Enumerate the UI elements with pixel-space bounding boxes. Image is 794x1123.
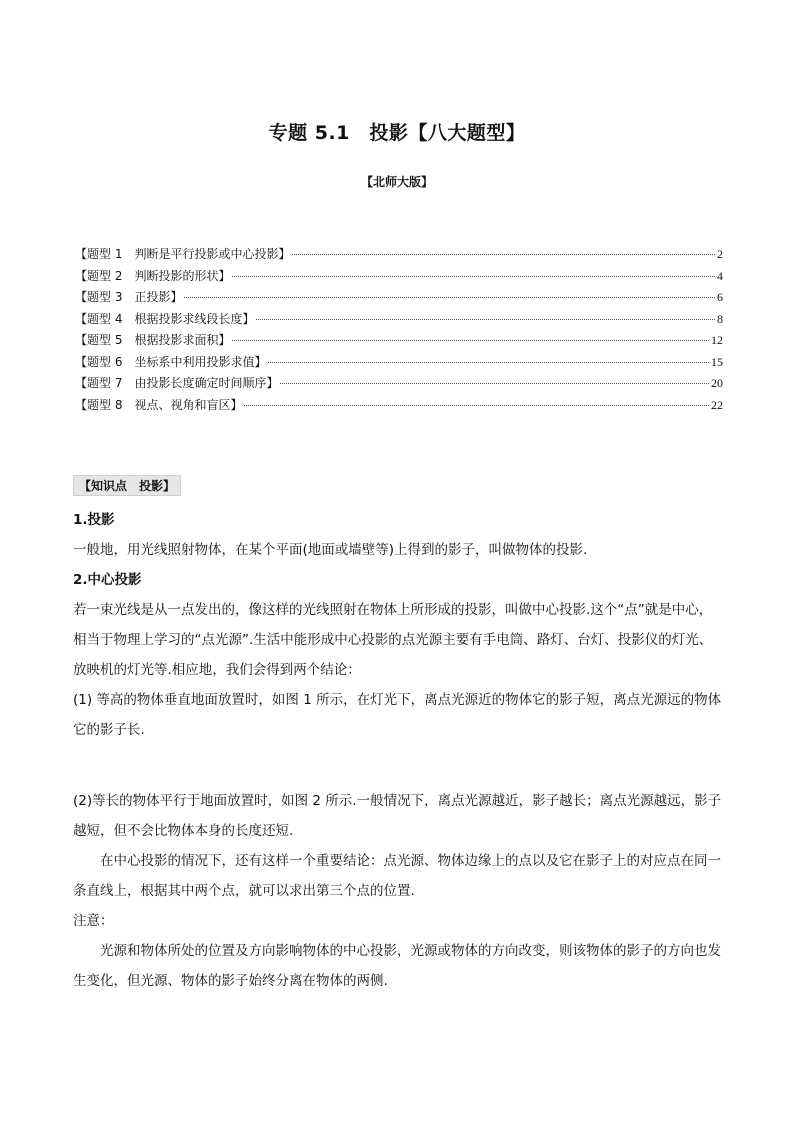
toc-label: 【题型 1 判断是平行投影或中心投影】 (75, 247, 291, 261)
toc-leader-dots (268, 362, 709, 363)
toc-page-number: 4 (717, 268, 723, 283)
toc-entry-6[interactable] (75, 353, 723, 375)
toc-leader-dots (232, 276, 715, 277)
toc-label: 【题型 7 由投影长度确定时间顺序】 (75, 376, 279, 390)
toc-page-number: 12 (711, 333, 723, 347)
toc-entry-4[interactable] (75, 310, 723, 332)
toc-entry-1[interactable] (75, 245, 723, 267)
toc-leader-dots (232, 340, 709, 341)
section-central-projection-cont (73, 786, 723, 996)
toc-label: 【题型 2 判断投影的形状】 (75, 268, 231, 283)
section-heading-projection: 1.投影 (73, 512, 115, 528)
toc-label: 【题型 8 视点、视角和盲区】 (75, 397, 243, 412)
knowledge-point-label: 【知识点 投影】 (73, 475, 181, 496)
toc-leader-dots (280, 383, 709, 384)
section-projection (73, 505, 723, 745)
toc-entry-2[interactable] (75, 267, 723, 289)
note-label: 注意： (73, 913, 114, 929)
conclusion-1-paragraph: (1) 等高的物体垂直地面放置时，如图 1 所示，在灯光下，离点光源近的物体它的影子短，离点光源远的物体它的影子长. (73, 692, 722, 738)
toc-label: 【题型 3 正投影】 (75, 290, 183, 304)
toc-label: 【题型 6 坐标系中利用投影求值】 (75, 354, 267, 369)
toc-leader-dots (292, 254, 715, 255)
toc-page-number: 22 (711, 397, 723, 412)
toc-page-number: 6 (717, 290, 723, 304)
note-paragraph: 光源和物体所处的位置及方向影响物体的中心投影，光源或物体的方向改变，则该物体的影子的方向也发生变化，但光源、物体的影子始终分离在物体的两侧. (73, 943, 721, 989)
table-of-contents (75, 245, 723, 417)
toc-page-number: 2 (717, 247, 723, 261)
toc-entry-7[interactable] (75, 374, 723, 396)
toc-page-number: 8 (717, 311, 723, 326)
conclusion-2-paragraph: (2)等长的物体平行于地面放置时，如图 2 所示.一般情况下，离点光源越近，影子越长；离点光源越远，影子越短，但不会比物体本身的长度还短. (73, 793, 722, 839)
toc-entry-8[interactable] (75, 396, 723, 418)
toc-page-number: 20 (711, 376, 723, 390)
toc-leader-dots (184, 297, 715, 298)
toc-label: 【题型 4 根据投影求线段长度】 (75, 311, 255, 326)
important-conclusion-paragraph: 在中心投影的情况下，还有这样一个重要结论：点光源、物体边缘上的点以及它在影子上的对应点在同一条直线上，根据其中两个点，就可以求出第三个点的位置. (73, 853, 721, 899)
toc-leader-dots (256, 319, 715, 320)
toc-entry-3[interactable] (75, 288, 723, 310)
section-heading-central-projection: 2.中心投影 (73, 572, 142, 588)
toc-leader-dots (244, 405, 709, 406)
toc-page-number: 15 (711, 354, 723, 369)
toc-entry-5[interactable] (75, 331, 723, 353)
page-title: 专题 5.1 投影【八大题型】 (268, 122, 526, 144)
toc-label: 【题型 5 根据投影求面积】 (75, 333, 231, 347)
projection-definition: 一般地，用光线照射物体，在某个平面(地面或墙壁等)上得到的影子，叫做物体的投影. (73, 542, 588, 558)
edition-label: 【北师大版】 (360, 175, 433, 189)
central-projection-paragraph: 若一束光线是从一点发出的，像这样的光线照射在物体上所形成的投影，叫做中心投影.这个“点”就是中心，相当于物理上学习的“点光源”.生活中能形成中心投影的点光源主要有手电筒、路灯、台灯、投影仪的灯光、放映机的灯光等.相应地，我们会得到两个结论： (73, 602, 713, 678)
